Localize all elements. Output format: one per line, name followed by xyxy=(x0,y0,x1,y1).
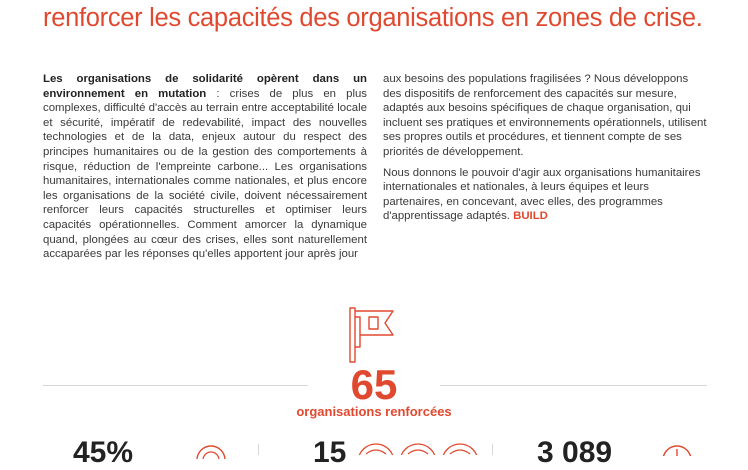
headline: renforcer les capacités des organisations en zones de crise. xyxy=(43,4,703,32)
stat-separator-2 xyxy=(492,444,493,455)
stat-separator-1 xyxy=(258,444,259,455)
approach-paragraph: aux besoins des populations fragilisées ? Nous développons des dispositifs de renforcement des capacités sur mesure, adaptés aux besoins spécifiques de chaque organisation, qui incluent ses pratiques et environnements opérationnels, utilisent ses propres outils et procédures, et tiennent compte de ses priorités de développement. xyxy=(383,73,707,158)
stat-value-2: 15 xyxy=(313,436,347,469)
divider-right xyxy=(440,385,707,386)
intro-paragraph xyxy=(43,72,367,262)
gauge-icon xyxy=(194,443,228,459)
highlight-label: organisations renforcées xyxy=(296,404,452,419)
intro-column-right xyxy=(383,72,707,224)
stat-value-3: 3 089 xyxy=(537,436,613,469)
divider-left xyxy=(43,385,308,386)
mission-paragraph xyxy=(383,166,707,224)
build-brand: BUILD xyxy=(513,210,548,223)
stat-value-1: 45% xyxy=(73,436,134,469)
intro-body: : crises de plus en plus complexes, difficulté d'accès au terrain entre acceptabilité locale et sécurité, impératif de redevabilité, impact des nouvelles technologies et de la data, enjeux autour du respect des principes humanitaires ou de la gestion des comportements à risque, réduction de l'empreinte carbone... Les organisations humanitaires, internationales comme nationales, et plus encore les organisations de la société civile, doivent nécessairement renforcer leurs capacités structurelles et optimiser leurs capacités opérationnelles. Comment amorcer la dynamique quand, plongées au cœur des crises, elles sont naturellement accaparées par les réponses qu'elles apportent jour après jour xyxy=(43,87,368,261)
people-icons xyxy=(356,442,482,455)
intro-column-left xyxy=(43,72,367,262)
mission-text: Nous donnons le pouvoir d'agir aux organisations humanitaires internationales et nationales, à leurs équipes et leurs partenaires, en concevant, avec elles, des programmes d'apprentissage adaptés. xyxy=(383,166,701,223)
clock-icon xyxy=(660,443,694,456)
highlight-value: 65 xyxy=(350,361,398,408)
flag-icon xyxy=(347,304,399,364)
intro-lead: Les organisations de solidarité opèrent dans un environnement en mutation xyxy=(43,73,367,100)
